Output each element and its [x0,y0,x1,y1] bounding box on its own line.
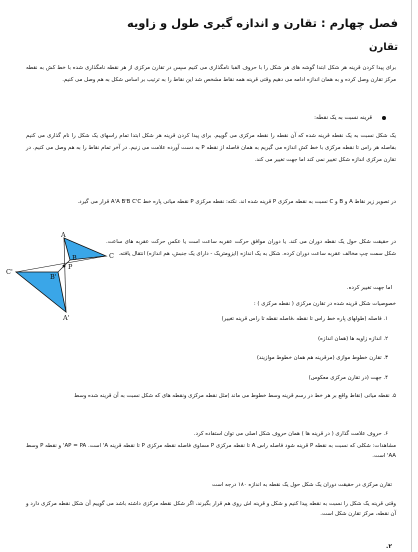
direction-line: اما جهت تغییر کرده. [346,285,392,291]
properties-heading: خصوصیات شکل قرینه شده در تقارن مرکزی ( نقطه مرکزی ) : [253,301,396,307]
properties-list [28,312,388,390]
example-paragraph: در تصویر زیر نقاط A و B و C نسبت به نقطه مرکزی P قرینه شده اند. نکته: نقطه مرکزی P نقطه میانی پاره خط A'A B'B C'C قرار می گیرد. [77,199,396,205]
rotation-note: تقارن مرکزی در حقیقت دوران یک شکل حول یک نقطه به اندازه ۱۸۰ درجه است [212,482,392,488]
observation-paragraph: مشاهدات: شکلی که نسبت به نقطه P قرینه شود فاصله راس A تا نقطه مرکزی P مساوی فاصله نقطه مرکزی P تا نقطه قرینه A' است. AP = PA' و نقطه P وسط AA' است. [26,443,396,459]
closing-paragraph: وقتی قرینه یک شکل را نسبت به نقطه پیدا کنیم و شکل و قرینه اش روی هم قرار بگیرند، اگر شکل نقطه مرکزی داشته باشد می گوییم آن شکل نقطه مرکزی دارد و آن نقطه، مرکز تقارن شکل است. [26,501,396,517]
image-triangle [16,272,66,312]
list-item: ۲. اندازه زاویه ها (همان اندازه) [317,335,388,342]
list-item: ۱. فاصله (طولهای پاره خط راس تا نقطه ،فاصله نقطه تا راس قرینه تغییر) [221,316,388,322]
list-item: ۳. تقارن خطوط موازی (مرقرینه هم همان خطوط موازیند) [256,355,388,361]
segment-aa [64,238,66,312]
label-b-prime: B' [50,273,57,281]
list-item: ۴. جهت (در تقارن مرکزی معکوس) [308,374,388,381]
intro-paragraph: برای پیدا کردن قرینه هر شکل ابتدا گوشه های هر شکل را با حروف الفبا نامگذاری می کنیم سپس در تقارن مرکزی از هر نقطه نامگذاری شده با خط کش به نقطه مرکز تقارن وصل کرده و به همان اندازه ادامه می دهیم وقتی قرینه همه نقاط مشخص شد این نقاط را به ترتیب بر اساس شکل به هم وصل می کنیم. [26,65,396,83]
point-symmetry-paragraph: یک شکل نسبت به یک نقطه قرینه شده که آن نقطه را نقطه مرکزی می گوییم. برای پیدا کردن قرینه هر شکل ابتدا تمام راسهای یک شکل را نام گذاری می کنیم بفاصله هر راس تا نقطه مرکزی با خط کش اندازه می گیریم به همان فاصله از نقطه P به دست آورده علامت می زنیم. در آخر تمام نقاط را به هم وصل می کنیم. در تقارن مرکزی اندازه شکل تغییر نمی کند اما جهت تغییر می کند. [26,133,396,163]
rotation-paragraph: در حقیقت شکل حول یک نقطه دوران می کند. یا دوران موافق حرکت عقربه ساعت است یا عکس حرکت عقربه های ساعت. شکل سمت چپ مخالف عقربه ساعت دوران کرده. شکل به یک اندازه (ایزومتریک - دارای یک جنبش، هم اندازه) انتقال یافته. [106,239,396,257]
symmetry-figure [6,232,134,322]
bottom-fragment: ۲. [386,543,392,550]
bullet-icon [382,116,386,120]
subheading: قرینه نسبت به یک نقطه: [314,115,372,121]
label-a-prime: A' [63,314,70,322]
segment-cc [16,256,106,272]
chapter-title: فصل چهارم : تقارن و اندازه گیری طول و زاویه [126,16,398,30]
label-b: B [72,254,77,262]
original-triangle [64,238,106,260]
section-title: تقارن [369,42,398,53]
item-six: ۶. حروف علامت گذاری ( در قرینه ها ) همان حروف شکل اصلی می توان استفاده کرد. [193,431,388,437]
center-point [63,265,66,268]
label-c: C [109,252,114,260]
label-c-prime: C' [6,268,13,276]
midpoint-paragraph: ۵. نقطه میانی (نقاط واقع بر هر خط در رسم قرینه وسط خطوط می ماند )مثل نقطه مرکزی ونقطه های که شکل نسبت به آن قرینه شده وسط [74,393,396,399]
label-p: P [68,263,73,271]
document-page [6,0,406,552]
page-edge [411,0,412,552]
label-a: A [61,232,66,239]
